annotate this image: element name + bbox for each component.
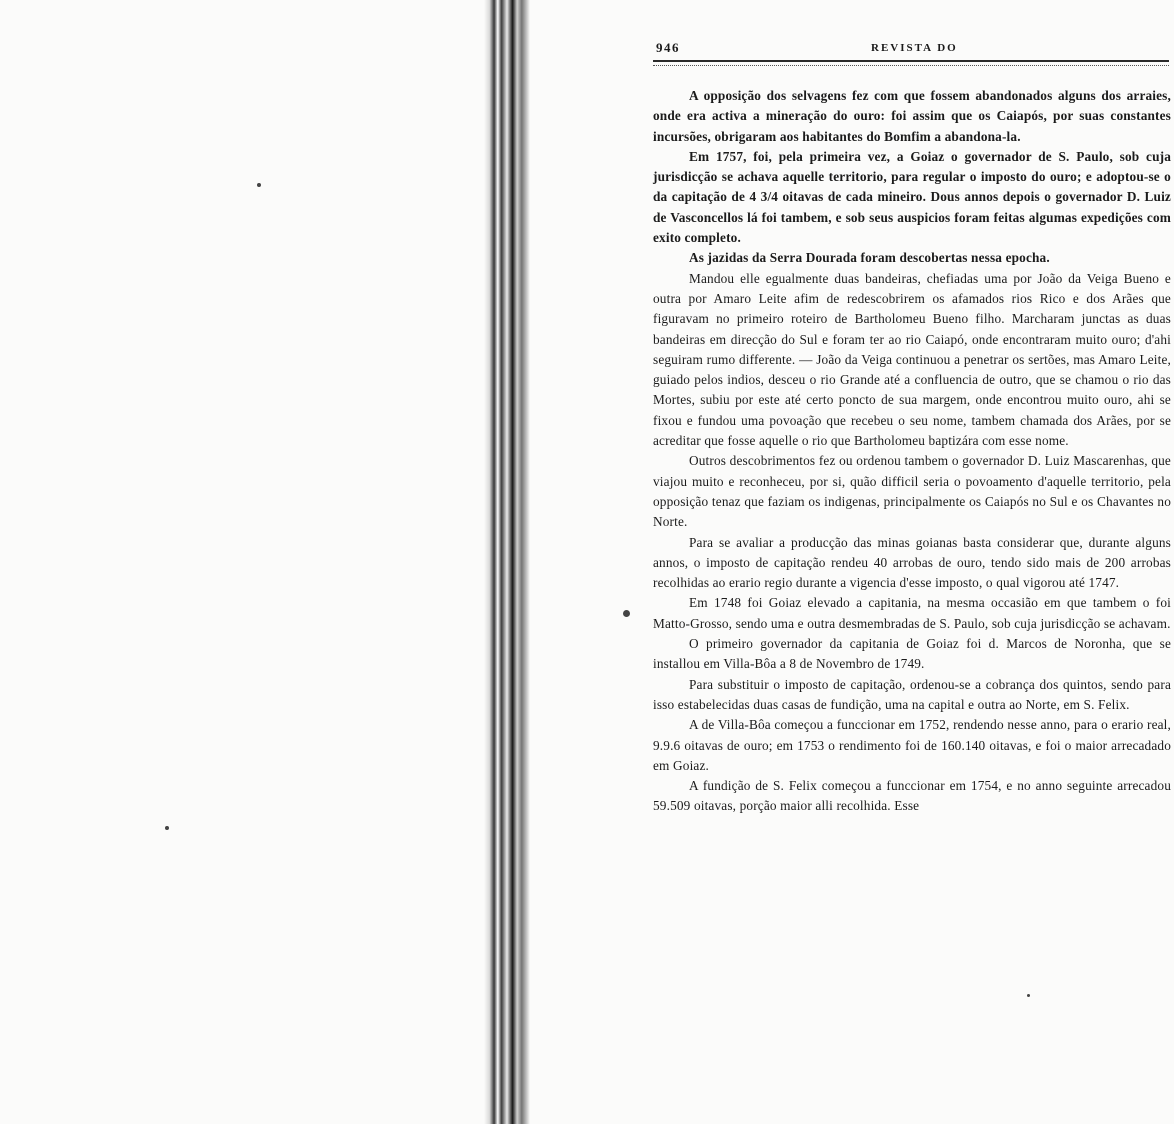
ink-speck (165, 826, 169, 830)
book-gutter-shadow (484, 0, 530, 1124)
paragraph: Em 1748 foi Goiaz elevado a capitania, na mesma occasião em que tambem o foi Matto-Grosso, sendo uma e outra desmembradas de S. Paulo, sob cuja jurisdicção se achavam. (653, 595, 1171, 631)
header-rule (653, 60, 1169, 66)
paragraph: A fundição de S. Felix começou a funccionar em 1754, e no anno seguinte arrecadou 59.509 oitavas, porção maior alli recolhida. Esse (653, 778, 1171, 814)
paragraph: Em 1757, foi, pela primeira vez, a Goiaz o governador de S. Paulo, sob cuja jurisdicção se achava aquelle territorio, para regular o imposto do ouro; e adoptou-se o da capitação de 4 3/4 oitavas de cada mineiro. Dous annos depois o governador D. Luiz de Vasconcellos lá foi tambem, e sob seus auspicios foram feitas algumas expedições com exito completo. (653, 148, 1171, 246)
paragraph: Para substituir o imposto de capitação, ordenou-se a cobrança dos quintos, sendo para isso estabelecidas duas casas de fundição, uma na capital e outra ao Norte, em S. Felix. (653, 676, 1171, 712)
paragraph: As jazidas da Serra Dourada foram descobertas nessa epocha. (689, 250, 1050, 266)
paragraph: Para se avaliar a producção das minas goianas basta considerar que, durante alguns annos, o imposto de capitação rendeu 40 arrobas de ouro, tendo sido mais de 200 arrobas recolhidas ao erario regio durante a vigencia d'esse imposto, o qual vigorou até 1747. (653, 534, 1171, 591)
paragraph: Outros descobrimentos fez ou ordenou tambem o governador D. Luiz Mascarenhas, que viajou muito e reconheceu, por si, quão difficil seria o povoamento d'aquelle territorio, pela opposição tenaz que faziam os indigenas, principalmente os Caiapós no Sul e os Chavantes no Norte. (653, 453, 1171, 530)
ink-speck (1027, 994, 1030, 997)
paragraph: O primeiro governador da capitania de Goiaz foi d. Marcos de Noronha, que se installou em Villa-Bôa a 8 de Novembro de 1749. (653, 636, 1171, 672)
body-text (653, 86, 1171, 817)
paragraph: A opposição dos selvagens fez com que fossem abandonados alguns dos arraies, onde era activa a mineração do ouro: foi assim que os Caiapós, por suas constantes incursões, obrigaram aos habitantes do Bomfim a abandona-la. (653, 88, 1171, 144)
page-number: 946 (656, 40, 680, 55)
paragraph: Mandou elle egualmente duas bandeiras, chefiadas uma por João da Veiga Bueno e outra por Amaro Leite afim de redescobrirem os afamados rios Rico e dos Arães que figuravam no primeiro roteiro de Bartholomeu Bueno filho. Marcharam junctas as duas bandeiras em direcção do Sul e foram ter ao rio Caiapó, onde encontraram muito ouro; d'ahi seguiram rumo differente. — João da Veiga continuou a penetrar os sertões, mas Amaro Leite, guiado pelos indios, desceu o rio Grande até a confluencia de outro, que se chamou o rio das Mortes, subiu por este até certo poncto de sua margem, onde encontrou muito ouro, ahi se fixou e fundou uma povoação que recebeu o seu nome, tambem chamada dos Arães, por se acreditar que fosse aquelle o rio que Bartholomeu baptizára com esse nome. (653, 270, 1171, 449)
running-title: REVISTA DO (871, 42, 958, 54)
text-page (653, 34, 1171, 817)
running-head (653, 34, 1171, 60)
ink-speck (257, 183, 261, 187)
ink-speck (623, 610, 630, 617)
paragraph: A de Villa-Bôa começou a funccionar em 1752, rendendo nesse anno, para o erario real, 9.9.6 oitavas de ouro; em 1753 o rendimento foi de 160.140 oitavas, e foi o maior arrecadado em Goiaz. (653, 717, 1171, 773)
